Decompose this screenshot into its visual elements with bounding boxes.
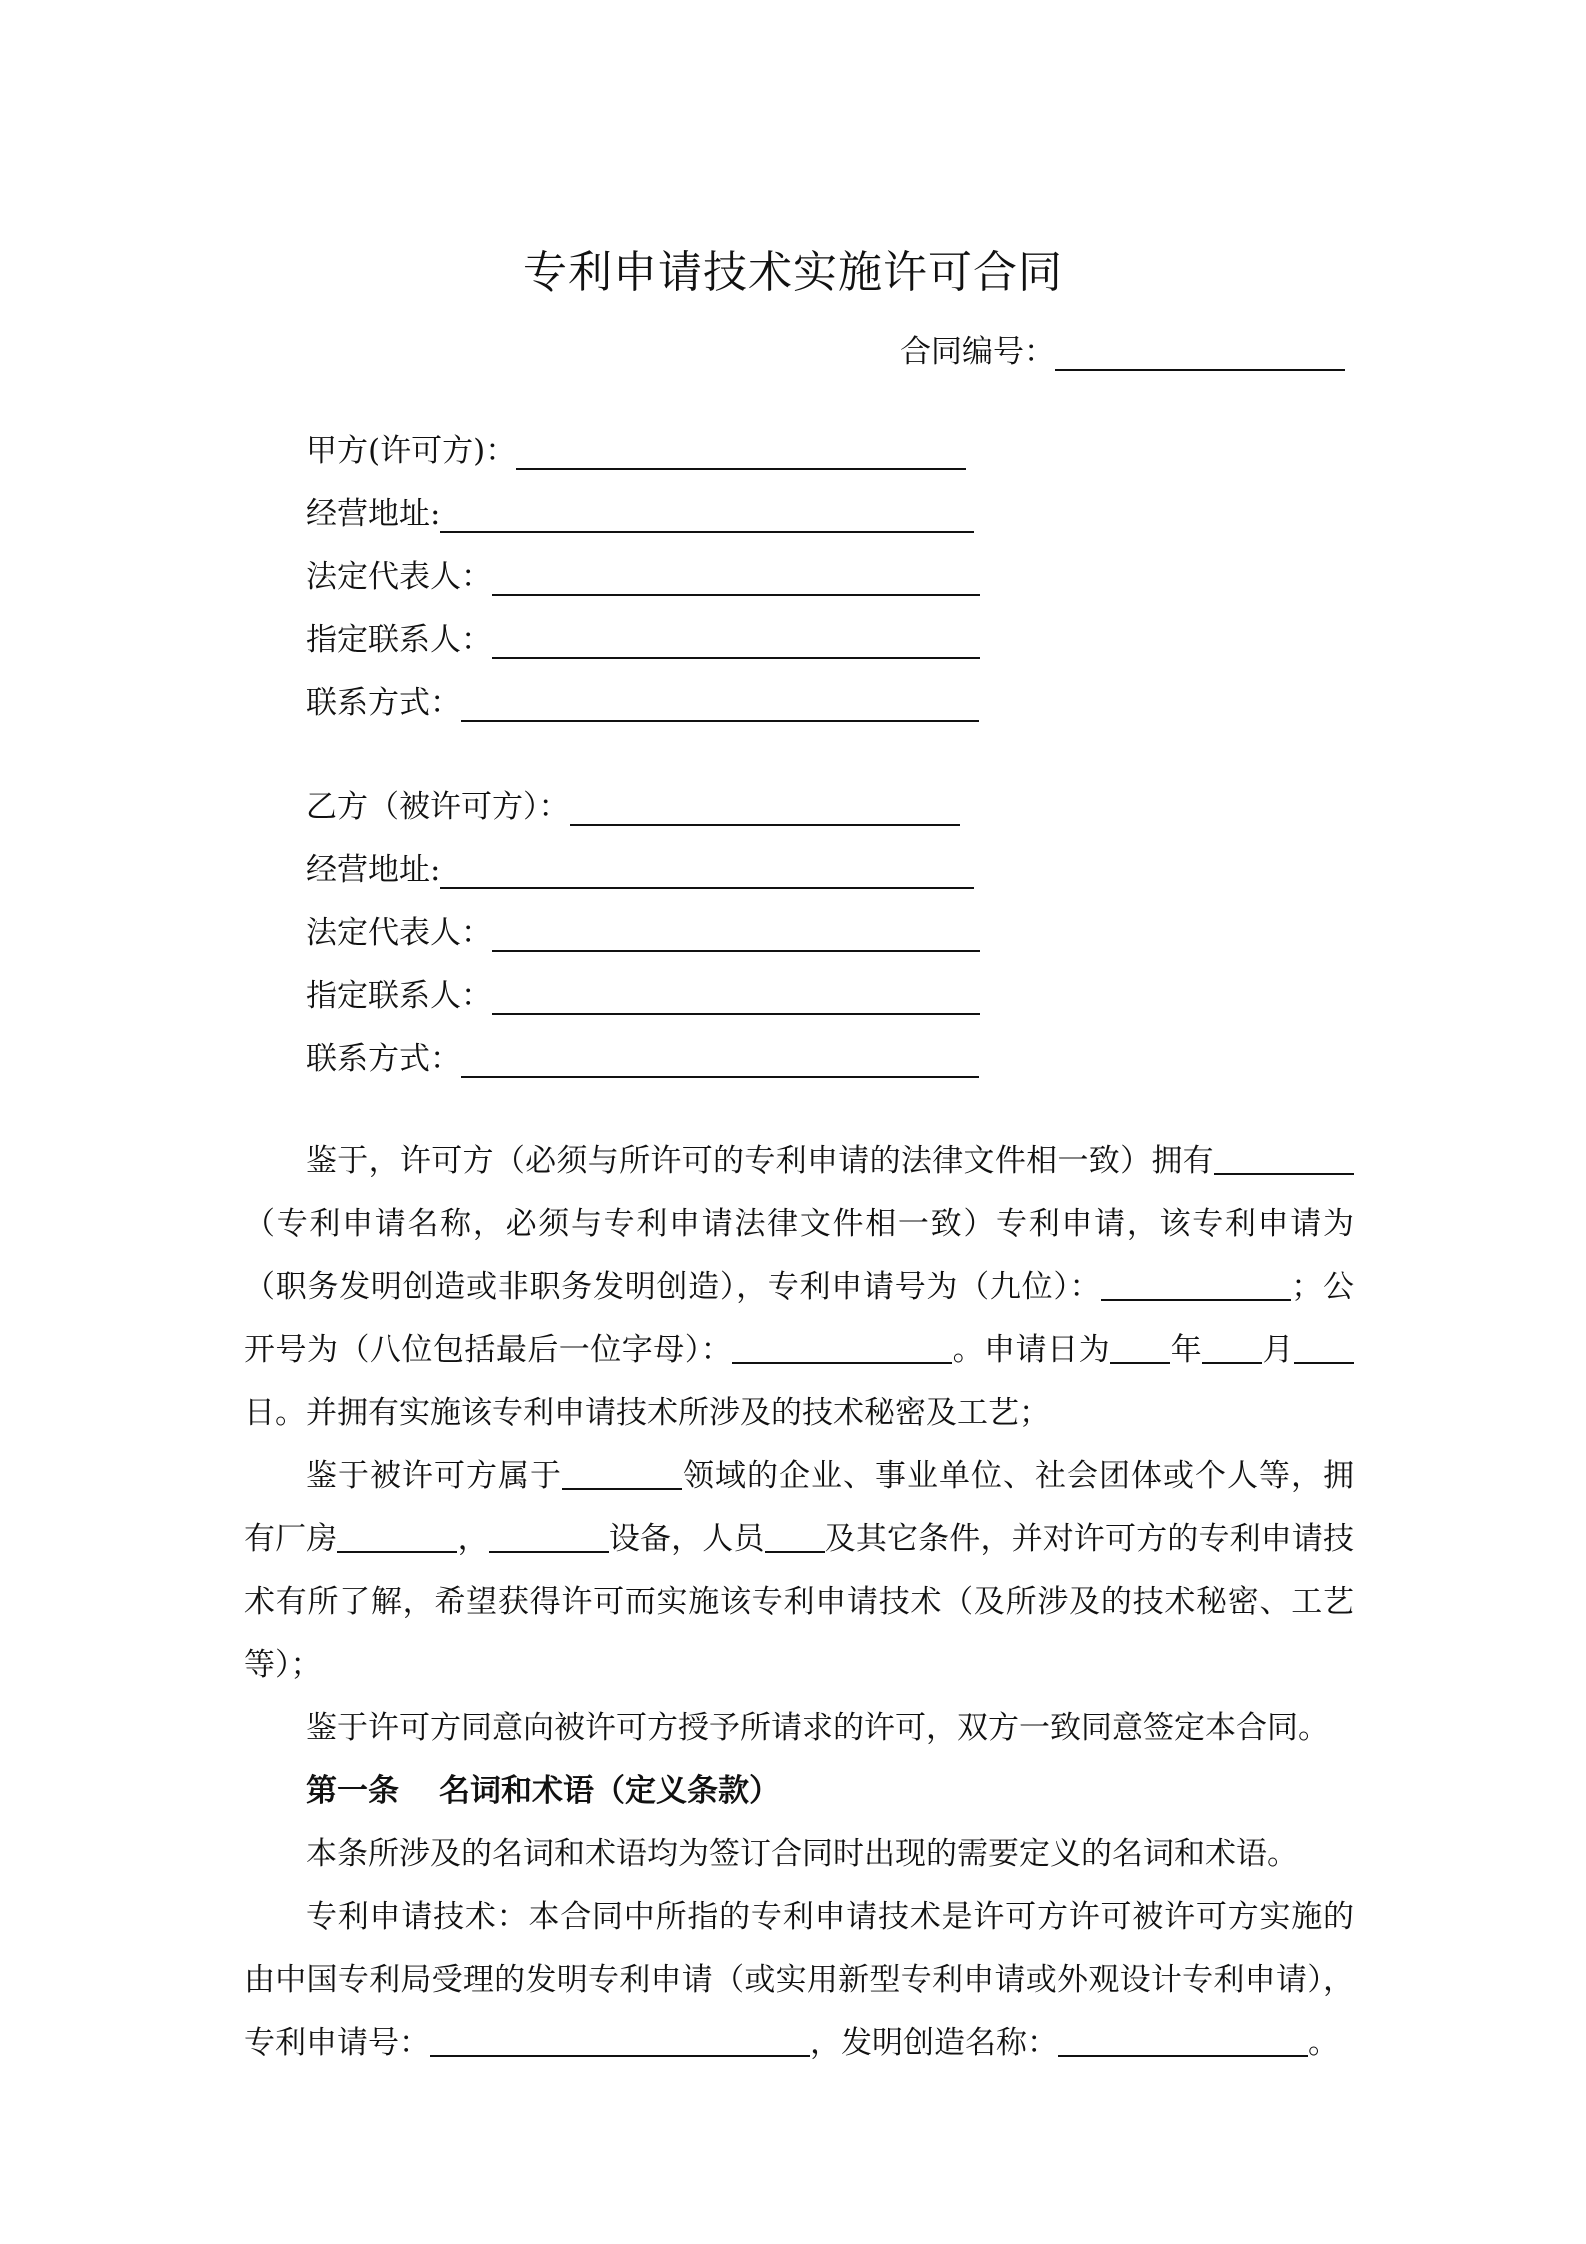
party-a-contact-person-label: 指定联系人： bbox=[306, 622, 492, 658]
article-1-intro: 本条所涉及的名词和术语均为签订合同时出现的需要定义的名词和术语。 bbox=[306, 1836, 1298, 1872]
party-a-contact-method-row bbox=[306, 682, 979, 722]
party-a-address-blank bbox=[440, 501, 974, 533]
party-a-legal-rep-blank bbox=[492, 564, 980, 596]
party-b-contact-method-label: 联系方式： bbox=[306, 1041, 461, 1077]
equipment-blank bbox=[489, 1521, 609, 1553]
document-title: 专利申请技术实施许可合同 bbox=[523, 247, 1063, 298]
recital-1-text-e: 日。并拥有实施该专利申请技术所涉及的技术秘密及工艺； bbox=[244, 1395, 1050, 1431]
contract-number-blank bbox=[1055, 339, 1345, 371]
recital-2-comma: ， bbox=[457, 1521, 489, 1557]
application-number-blank bbox=[1101, 1269, 1291, 1301]
party-a-name-blank bbox=[516, 438, 966, 470]
recital-1-text-c: ；公开号为（八位包括最后一位字母）： bbox=[244, 1269, 1355, 1368]
party-b-address-row bbox=[306, 849, 974, 889]
definition-text-b: ，发明创造名称： bbox=[810, 2025, 1058, 2061]
party-b-contact-person-row bbox=[306, 975, 980, 1015]
party-a-contact-method-label: 联系方式： bbox=[306, 685, 461, 721]
party-a-name-label: 甲方(许可方)： bbox=[306, 433, 517, 469]
definition-text-a: 专利申请技术：本合同中所指的专利申请技术是许可方许可被许可方实施的由中国专利局受理的发明专利申请（或实用新型专利申请或外观设计专利申请），专利申请号： bbox=[244, 1899, 1354, 2061]
recital-1 bbox=[244, 1130, 1354, 1445]
party-a-contact-person-blank bbox=[492, 627, 980, 659]
party-b-contact-person-blank bbox=[492, 983, 980, 1015]
party-b-name-blank bbox=[570, 794, 960, 826]
party-a-contact-person-row bbox=[306, 619, 980, 659]
party-b-contact-method-blank bbox=[461, 1046, 979, 1078]
contract-body bbox=[244, 1130, 1354, 2075]
party-a-legal-rep-row bbox=[306, 556, 980, 596]
patent-owner-blank bbox=[1214, 1143, 1354, 1175]
invention-name-blank bbox=[1058, 2025, 1308, 2057]
filing-year-blank bbox=[1110, 1332, 1170, 1364]
definition-application-number-blank bbox=[430, 2025, 810, 2057]
party-b-name-row bbox=[306, 786, 960, 826]
party-b-legal-rep-label: 法定代表人： bbox=[306, 915, 492, 951]
contract-number-row bbox=[900, 326, 1345, 371]
recital-3: 鉴于许可方同意向被许可方授予所请求的许可，双方一致同意签定本合同。 bbox=[306, 1710, 1329, 1746]
party-a-address-label: 经营地址: bbox=[306, 496, 441, 532]
field-blank bbox=[562, 1458, 682, 1490]
recital-2-text-b: 领域的企业、事业单位、社会团体或个人等，拥有厂房 bbox=[244, 1458, 1354, 1557]
party-b-address-label: 经营地址: bbox=[306, 852, 441, 888]
article-1-title: 名词和术语（定义条款） bbox=[439, 1773, 780, 1809]
party-a-address-row bbox=[306, 493, 974, 533]
recital-1-text-d: 。申请日为 bbox=[952, 1332, 1111, 1368]
definition-period: 。 bbox=[1308, 2025, 1339, 2061]
party-b-contact-method-row bbox=[306, 1038, 979, 1078]
recital-2-text-a: 鉴于被许可方属于 bbox=[306, 1458, 562, 1494]
filing-day-blank bbox=[1294, 1332, 1354, 1364]
article-1-heading bbox=[244, 1760, 1354, 1823]
filing-month-blank bbox=[1202, 1332, 1262, 1364]
recital-2-text-d: 及其它条件，并对许可方的专利申请技术有所了解，希望获得许可而实施该专利申请技术（及所涉及的技术秘密、工艺等）； bbox=[244, 1521, 1355, 1683]
party-a-legal-rep-label: 法定代表人： bbox=[306, 559, 492, 595]
recital-1-text-a: 鉴于，许可方（必须与所许可的专利申请的法律文件相一致）拥有 bbox=[306, 1143, 1214, 1179]
article-1-definition bbox=[244, 1886, 1354, 2075]
recital-1-text-b: （专利申请名称，必须与专利申请法律文件相一致）专利申请，该专利申请为（职务发明创造或非职务发明创造），专利申请号为（九位）： bbox=[244, 1206, 1354, 1305]
party-b-name-label: 乙方（被许可方）： bbox=[306, 789, 570, 825]
recital-2 bbox=[244, 1445, 1354, 1697]
party-b-legal-rep-blank bbox=[492, 920, 980, 952]
article-1-number: 第一条 bbox=[306, 1773, 399, 1809]
party-a-contact-method-blank bbox=[461, 690, 979, 722]
party-b-legal-rep-row bbox=[306, 912, 980, 952]
contract-number-label: 合同编号： bbox=[900, 334, 1055, 370]
recital-2-text-c: 设备，人员 bbox=[608, 1521, 765, 1557]
party-a-name-row bbox=[306, 430, 966, 470]
recital-1-year-label: 年 bbox=[1170, 1332, 1203, 1368]
plant-blank bbox=[337, 1521, 457, 1553]
party-b-contact-person-label: 指定联系人： bbox=[306, 978, 492, 1014]
publication-number-blank bbox=[732, 1332, 952, 1364]
personnel-blank bbox=[765, 1521, 825, 1553]
recital-1-month-label: 月 bbox=[1262, 1332, 1295, 1368]
party-b-address-blank bbox=[440, 857, 974, 889]
